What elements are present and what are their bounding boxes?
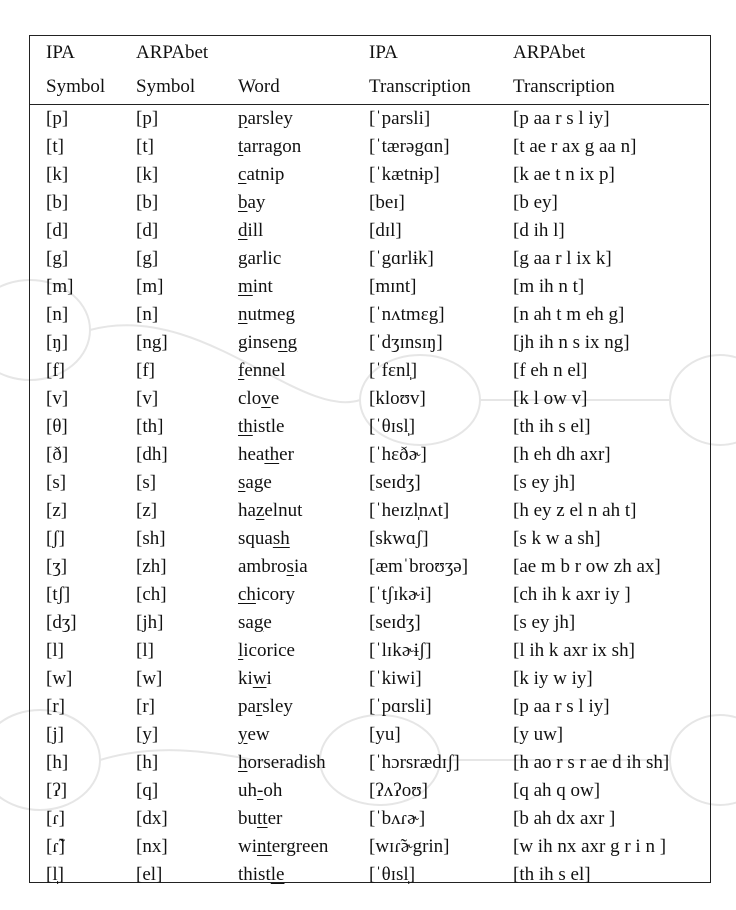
table-header-row bbox=[30, 36, 709, 105]
arpabet-symbol-cell: [d] bbox=[136, 220, 159, 241]
arpabet-symbol-cell: [g] bbox=[136, 248, 159, 269]
arpabet-transcription-cell: [k l ow v] bbox=[513, 388, 588, 409]
word-suffix: istle bbox=[252, 416, 285, 437]
header-line: ARPAbet bbox=[513, 42, 586, 63]
word-suffix: arsley bbox=[247, 108, 293, 129]
arpabet-symbol-cell: [dx] bbox=[136, 808, 168, 829]
ipa-transcription-cell: [wɪɾ̃ɚgrin] bbox=[369, 836, 450, 857]
arpabet-transcription-cell: [t ae r ax g aa n] bbox=[513, 136, 637, 157]
ipa-transcription-cell: [ˈbʌɾɚ] bbox=[369, 808, 426, 829]
arpabet-symbol-cell: [h] bbox=[136, 752, 159, 773]
table-row bbox=[30, 861, 709, 889]
example-word-cell bbox=[238, 721, 369, 749]
example-word-cell bbox=[238, 357, 369, 385]
header-line: ARPAbet bbox=[136, 42, 209, 63]
word-suffix: elnut bbox=[264, 500, 303, 521]
ipa-transcription-cell: [ˈkiwi] bbox=[369, 668, 422, 689]
ipa-symbol-cell: [l] bbox=[46, 640, 64, 661]
word-prefix: squa bbox=[238, 528, 273, 549]
word-suffix: age bbox=[245, 472, 272, 493]
word-underlined-segment: d bbox=[238, 220, 248, 241]
ipa-transcription-cell: [skwɑʃ] bbox=[369, 528, 429, 549]
word-underlined-segment: t bbox=[238, 136, 244, 157]
word-suffix: atnip bbox=[246, 164, 285, 185]
table-row bbox=[30, 721, 709, 749]
arpabet-symbol-cell: [k] bbox=[136, 164, 159, 185]
word-suffix: int bbox=[252, 276, 273, 297]
word-suffix: e bbox=[263, 612, 272, 633]
table-row bbox=[30, 245, 709, 273]
word-suffix: ill bbox=[247, 220, 264, 241]
table-row bbox=[30, 133, 709, 161]
arpabet-symbol-cell: [dh] bbox=[136, 444, 168, 465]
ipa-symbol-cell: [j] bbox=[46, 724, 64, 745]
arpabet-symbol-cell: [p] bbox=[136, 108, 159, 129]
header-line bbox=[238, 36, 369, 70]
arpabet-transcription-cell: [b ah dx axr ] bbox=[513, 808, 616, 829]
arpabet-transcription-cell: [h eh dh axr] bbox=[513, 444, 611, 465]
word-suffix: er bbox=[279, 444, 294, 465]
table-row bbox=[30, 385, 709, 413]
arpabet-symbol-cell: [nx] bbox=[136, 836, 168, 857]
arpabet-transcription-cell: [s ey jh] bbox=[513, 612, 576, 633]
word-underlined-segment: z bbox=[255, 500, 265, 521]
word-underlined-segment: g bbox=[253, 612, 264, 633]
word-suffix: arragon bbox=[243, 136, 302, 157]
ipa-symbol-cell: [b] bbox=[46, 192, 69, 213]
word-underlined-segment: v bbox=[261, 388, 271, 409]
ipa-transcription-cell: [ˈgɑrlɨk] bbox=[369, 248, 434, 269]
ipa-symbol-cell: [l̩] bbox=[46, 864, 64, 885]
word-underlined-segment: - bbox=[257, 780, 264, 801]
ipa-transcription-cell: [ˈhɔrsrædɪʃ] bbox=[369, 752, 460, 773]
header-line: IPA bbox=[369, 42, 398, 63]
header-line: Transcription bbox=[513, 76, 615, 97]
table-row bbox=[30, 357, 709, 385]
ipa-transcription-cell: [ˈdʒɪnsɪŋ] bbox=[369, 332, 443, 353]
arpabet-symbol-cell: [t] bbox=[136, 136, 154, 157]
example-word-cell bbox=[238, 777, 369, 805]
word-suffix: er bbox=[267, 808, 283, 829]
header-line: Symbol bbox=[46, 76, 106, 97]
ipa-symbol-cell: [f] bbox=[46, 360, 65, 381]
table-body bbox=[30, 105, 709, 890]
ipa-transcription-cell: [ˈθɪsl̩] bbox=[369, 416, 416, 437]
word-underlined-segment: r bbox=[255, 696, 263, 717]
example-word-cell bbox=[238, 217, 369, 245]
ipa-symbol-cell: [ʔ] bbox=[46, 780, 68, 801]
table-row bbox=[30, 581, 709, 609]
word-suffix: i bbox=[266, 668, 272, 689]
word-underlined-segment: s bbox=[238, 472, 246, 493]
word-prefix: hea bbox=[238, 444, 265, 465]
word-underlined-segment: l bbox=[238, 640, 244, 661]
word-underlined-segment: p bbox=[238, 108, 248, 129]
table-row bbox=[30, 665, 709, 693]
ipa-transcription-cell: [ˈpɑrsli] bbox=[369, 696, 432, 717]
example-word-cell bbox=[238, 833, 369, 861]
arpabet-transcription-cell: [y uw] bbox=[513, 724, 564, 745]
example-word-cell bbox=[238, 161, 369, 189]
arpabet-transcription-cell: [ch ih k axr iy ] bbox=[513, 584, 631, 605]
ipa-transcription-cell: [ˈθɪsl̩] bbox=[369, 864, 416, 885]
word-underlined-segment: ch bbox=[238, 584, 256, 605]
ipa-symbol-cell: [tʃ] bbox=[46, 584, 71, 605]
word-underlined-segment: th bbox=[264, 444, 280, 465]
ipa-symbol-cell: [n] bbox=[46, 304, 69, 325]
table-row bbox=[30, 637, 709, 665]
table-row bbox=[30, 749, 709, 777]
example-word-cell bbox=[238, 581, 369, 609]
word-suffix: e bbox=[270, 388, 280, 409]
arpabet-symbol-cell: [f] bbox=[136, 360, 155, 381]
example-word-cell bbox=[238, 693, 369, 721]
word-prefix: ginse bbox=[238, 332, 279, 353]
table-row bbox=[30, 105, 709, 134]
table-row bbox=[30, 413, 709, 441]
ipa-transcription-cell: [ˈtʃɪkɚi] bbox=[369, 584, 432, 605]
arpabet-transcription-cell: [q ah q ow] bbox=[513, 780, 601, 801]
example-word-cell bbox=[238, 133, 369, 161]
arpabet-symbol-cell: [v] bbox=[136, 388, 159, 409]
arpabet-transcription-cell: [h ey z el n ah t] bbox=[513, 500, 637, 521]
word-prefix: clo bbox=[238, 388, 262, 409]
word-prefix: ambro bbox=[238, 556, 287, 577]
arpabet-transcription-cell: [k iy w iy] bbox=[513, 668, 593, 689]
arpabet-transcription-cell: [m ih n t] bbox=[513, 276, 585, 297]
word-suffix: sley bbox=[262, 696, 293, 717]
example-word-cell bbox=[238, 469, 369, 497]
example-word-cell bbox=[238, 245, 369, 273]
word-underlined-segment: b bbox=[238, 192, 248, 213]
example-word-cell bbox=[238, 329, 369, 357]
word-suffix: oh bbox=[263, 780, 283, 801]
word-prefix: ha bbox=[238, 500, 256, 521]
arpabet-symbol-cell: [el] bbox=[136, 864, 163, 885]
ipa-symbol-cell: [p] bbox=[46, 108, 69, 129]
ipa-symbol-cell: [t] bbox=[46, 136, 64, 157]
word-underlined-segment: nt bbox=[257, 836, 272, 857]
word-suffix: utmeg bbox=[247, 304, 295, 325]
arpabet-symbol-cell: [z] bbox=[136, 500, 158, 521]
ipa-symbol-cell: [ð] bbox=[46, 444, 69, 465]
arpabet-transcription-cell: [jh ih n s ix ng] bbox=[513, 332, 630, 353]
header-arpabet-transcription bbox=[513, 36, 709, 105]
arpabet-transcription-cell: [s k w a sh] bbox=[513, 528, 601, 549]
arpabet-symbol-cell: [s] bbox=[136, 472, 157, 493]
example-word-cell bbox=[238, 665, 369, 693]
arpabet-symbol-cell: [n] bbox=[136, 304, 159, 325]
arpabet-transcription-cell: [p aa r s l iy] bbox=[513, 108, 610, 129]
arpabet-transcription-cell: [k ae t n ix p] bbox=[513, 164, 615, 185]
word-prefix: sa bbox=[238, 612, 254, 633]
word-prefix: wi bbox=[238, 836, 257, 857]
ipa-symbol-cell: [s] bbox=[46, 472, 67, 493]
arpabet-transcription-cell: [d ih l] bbox=[513, 220, 565, 241]
ipa-symbol-cell: [ʃ] bbox=[46, 528, 65, 549]
word-suffix: orseradish bbox=[247, 752, 326, 773]
table-row bbox=[30, 525, 709, 553]
word-underlined-segment: m bbox=[238, 276, 253, 297]
table-row bbox=[30, 609, 709, 637]
ipa-transcription-cell: [ˈfɛnl̩] bbox=[369, 360, 418, 381]
word-underlined-segment: sh bbox=[272, 528, 290, 549]
arpabet-transcription-cell: [p aa r s l iy] bbox=[513, 696, 610, 717]
word-suffix: icory bbox=[255, 584, 295, 605]
word-underlined-segment: h bbox=[238, 752, 248, 773]
arpabet-symbol-cell: [ch] bbox=[136, 584, 167, 605]
arpabet-symbol-cell: [zh] bbox=[136, 556, 167, 577]
ipa-transcription-cell: [seɪdʒ] bbox=[369, 612, 421, 633]
ipa-symbol-cell: [z] bbox=[46, 500, 68, 521]
word-underlined-segment: th bbox=[238, 416, 253, 437]
word-suffix: icorice bbox=[243, 640, 295, 661]
table-row bbox=[30, 329, 709, 357]
word-underlined-segment: ng bbox=[278, 332, 298, 353]
arpabet-symbol-cell: [w] bbox=[136, 668, 163, 689]
ipa-transcription-cell: [beɪ] bbox=[369, 192, 405, 213]
example-word-cell bbox=[238, 497, 369, 525]
example-word-cell bbox=[238, 441, 369, 469]
example-word-cell bbox=[238, 861, 369, 889]
header-line: Symbol bbox=[136, 76, 196, 97]
ipa-transcription-cell: [kloʊv] bbox=[369, 388, 426, 409]
ipa-transcription-cell: [ˈparsli] bbox=[369, 108, 431, 129]
arpabet-symbol-cell: [q] bbox=[136, 780, 159, 801]
word-underlined-segment: y bbox=[238, 724, 248, 745]
ipa-symbol-cell: [ɾ̃] bbox=[46, 836, 65, 857]
header-word bbox=[238, 36, 369, 105]
word-prefix: ki bbox=[238, 668, 253, 689]
header-arpabet-symbol bbox=[136, 36, 238, 105]
table-row bbox=[30, 693, 709, 721]
ipa-symbol-cell: [ɾ] bbox=[46, 808, 65, 829]
ipa-symbol-cell: [r] bbox=[46, 696, 65, 717]
ipa-transcription-cell: [yu] bbox=[369, 724, 401, 745]
word-underlined-segment: le bbox=[270, 864, 285, 885]
ipa-transcription-cell: [ˈheɪzl̩nʌt] bbox=[369, 500, 450, 521]
table-row bbox=[30, 161, 709, 189]
arpabet-phone-table bbox=[30, 36, 709, 889]
word-suffix: ennel bbox=[244, 360, 286, 381]
word-prefix: uh bbox=[238, 780, 257, 801]
word-suffix: ia bbox=[293, 556, 308, 577]
word-underlined-segment: g bbox=[238, 248, 248, 269]
ipa-transcription-cell: [dɪl] bbox=[369, 220, 402, 241]
word-underlined-segment: f bbox=[238, 360, 245, 381]
example-word-cell bbox=[238, 637, 369, 665]
header-ipa-symbol bbox=[30, 36, 136, 105]
table-row bbox=[30, 497, 709, 525]
ipa-transcription-cell: [seɪdʒ] bbox=[369, 472, 421, 493]
ipa-transcription-cell: [ˈkætnɨp] bbox=[369, 164, 440, 185]
ipa-transcription-cell: [ˈtærəgɑn] bbox=[369, 136, 450, 157]
ipa-symbol-cell: [m] bbox=[46, 276, 74, 297]
ipa-symbol-cell: [k] bbox=[46, 164, 69, 185]
table-row bbox=[30, 553, 709, 581]
example-word-cell bbox=[238, 805, 369, 833]
ipa-symbol-cell: [dʒ] bbox=[46, 612, 77, 633]
example-word-cell bbox=[238, 609, 369, 637]
example-word-cell bbox=[238, 189, 369, 217]
table-row bbox=[30, 469, 709, 497]
arpabet-transcription-cell: [th ih s el] bbox=[513, 864, 591, 885]
example-word-cell bbox=[238, 273, 369, 301]
arpabet-transcription-cell: [s ey jh] bbox=[513, 472, 576, 493]
ipa-symbol-cell: [g] bbox=[46, 248, 69, 269]
word-prefix: thist bbox=[238, 864, 271, 885]
arpabet-transcription-cell: [l ih k axr ix sh] bbox=[513, 640, 635, 661]
word-suffix: ew bbox=[247, 724, 270, 745]
table-row bbox=[30, 189, 709, 217]
word-prefix: bu bbox=[238, 808, 257, 829]
header-line: Transcription bbox=[369, 76, 471, 97]
word-underlined-segment: c bbox=[238, 164, 247, 185]
ipa-transcription-cell: [ˈhɛðɚ] bbox=[369, 444, 427, 465]
example-word-cell bbox=[238, 525, 369, 553]
word-underlined-segment: tt bbox=[257, 808, 268, 829]
word-prefix: pa bbox=[238, 696, 256, 717]
ipa-transcription-cell: [ʔʌʔoʊ] bbox=[369, 780, 428, 801]
phone-table-frame bbox=[29, 35, 711, 883]
ipa-symbol-cell: [v] bbox=[46, 388, 69, 409]
table-row bbox=[30, 273, 709, 301]
example-word-cell bbox=[238, 553, 369, 581]
arpabet-transcription-cell: [ae m b r ow zh ax] bbox=[513, 556, 661, 577]
example-word-cell bbox=[238, 749, 369, 777]
table-row bbox=[30, 301, 709, 329]
ipa-transcription-cell: [ˈnʌtmɛg] bbox=[369, 304, 445, 325]
ipa-symbol-cell: [w] bbox=[46, 668, 73, 689]
ipa-transcription-cell: [mɪnt] bbox=[369, 276, 417, 297]
table-row bbox=[30, 833, 709, 861]
example-word-cell bbox=[238, 413, 369, 441]
arpabet-symbol-cell: [y] bbox=[136, 724, 159, 745]
arpabet-symbol-cell: [l] bbox=[136, 640, 154, 661]
arpabet-transcription-cell: [h ao r s r ae d ih sh] bbox=[513, 752, 670, 773]
arpabet-symbol-cell: [th] bbox=[136, 416, 164, 437]
ipa-symbol-cell: [ŋ] bbox=[46, 332, 69, 353]
ipa-transcription-cell: [æmˈbroʊʒə] bbox=[369, 556, 469, 577]
arpabet-symbol-cell: [ng] bbox=[136, 332, 168, 353]
table-row bbox=[30, 777, 709, 805]
word-underlined-segment: n bbox=[238, 304, 248, 325]
header-line: IPA bbox=[46, 42, 75, 63]
arpabet-transcription-cell: [b ey] bbox=[513, 192, 558, 213]
example-word-cell bbox=[238, 105, 369, 134]
ipa-symbol-cell: [d] bbox=[46, 220, 69, 241]
header-ipa-transcription bbox=[369, 36, 513, 105]
word-suffix: ay bbox=[247, 192, 266, 213]
ipa-symbol-cell: [h] bbox=[46, 752, 69, 773]
arpabet-transcription-cell: [g aa r l ix k] bbox=[513, 248, 612, 269]
arpabet-symbol-cell: [jh] bbox=[136, 612, 164, 633]
arpabet-symbol-cell: [m] bbox=[136, 276, 164, 297]
table-row bbox=[30, 805, 709, 833]
table-row bbox=[30, 217, 709, 245]
table-row bbox=[30, 441, 709, 469]
arpabet-symbol-cell: [b] bbox=[136, 192, 159, 213]
header-line: Word bbox=[238, 76, 280, 97]
arpabet-symbol-cell: [sh] bbox=[136, 528, 166, 549]
ipa-symbol-cell: [ʒ] bbox=[46, 556, 68, 577]
arpabet-transcription-cell: [th ih s el] bbox=[513, 416, 591, 437]
word-suffix: arlic bbox=[247, 248, 282, 269]
ipa-transcription-cell: [ˈlɪkɚɨʃ] bbox=[369, 640, 432, 661]
example-word-cell bbox=[238, 385, 369, 413]
word-suffix: ergreen bbox=[271, 836, 329, 857]
word-underlined-segment: s bbox=[286, 556, 294, 577]
ipa-symbol-cell: [θ] bbox=[46, 416, 68, 437]
example-word-cell bbox=[238, 301, 369, 329]
arpabet-transcription-cell: [f eh n el] bbox=[513, 360, 588, 381]
word-underlined-segment: w bbox=[252, 668, 267, 689]
arpabet-symbol-cell: [r] bbox=[136, 696, 155, 717]
arpabet-transcription-cell: [n ah t m eh g] bbox=[513, 304, 625, 325]
arpabet-transcription-cell: [w ih nx axr g r i n ] bbox=[513, 836, 667, 857]
